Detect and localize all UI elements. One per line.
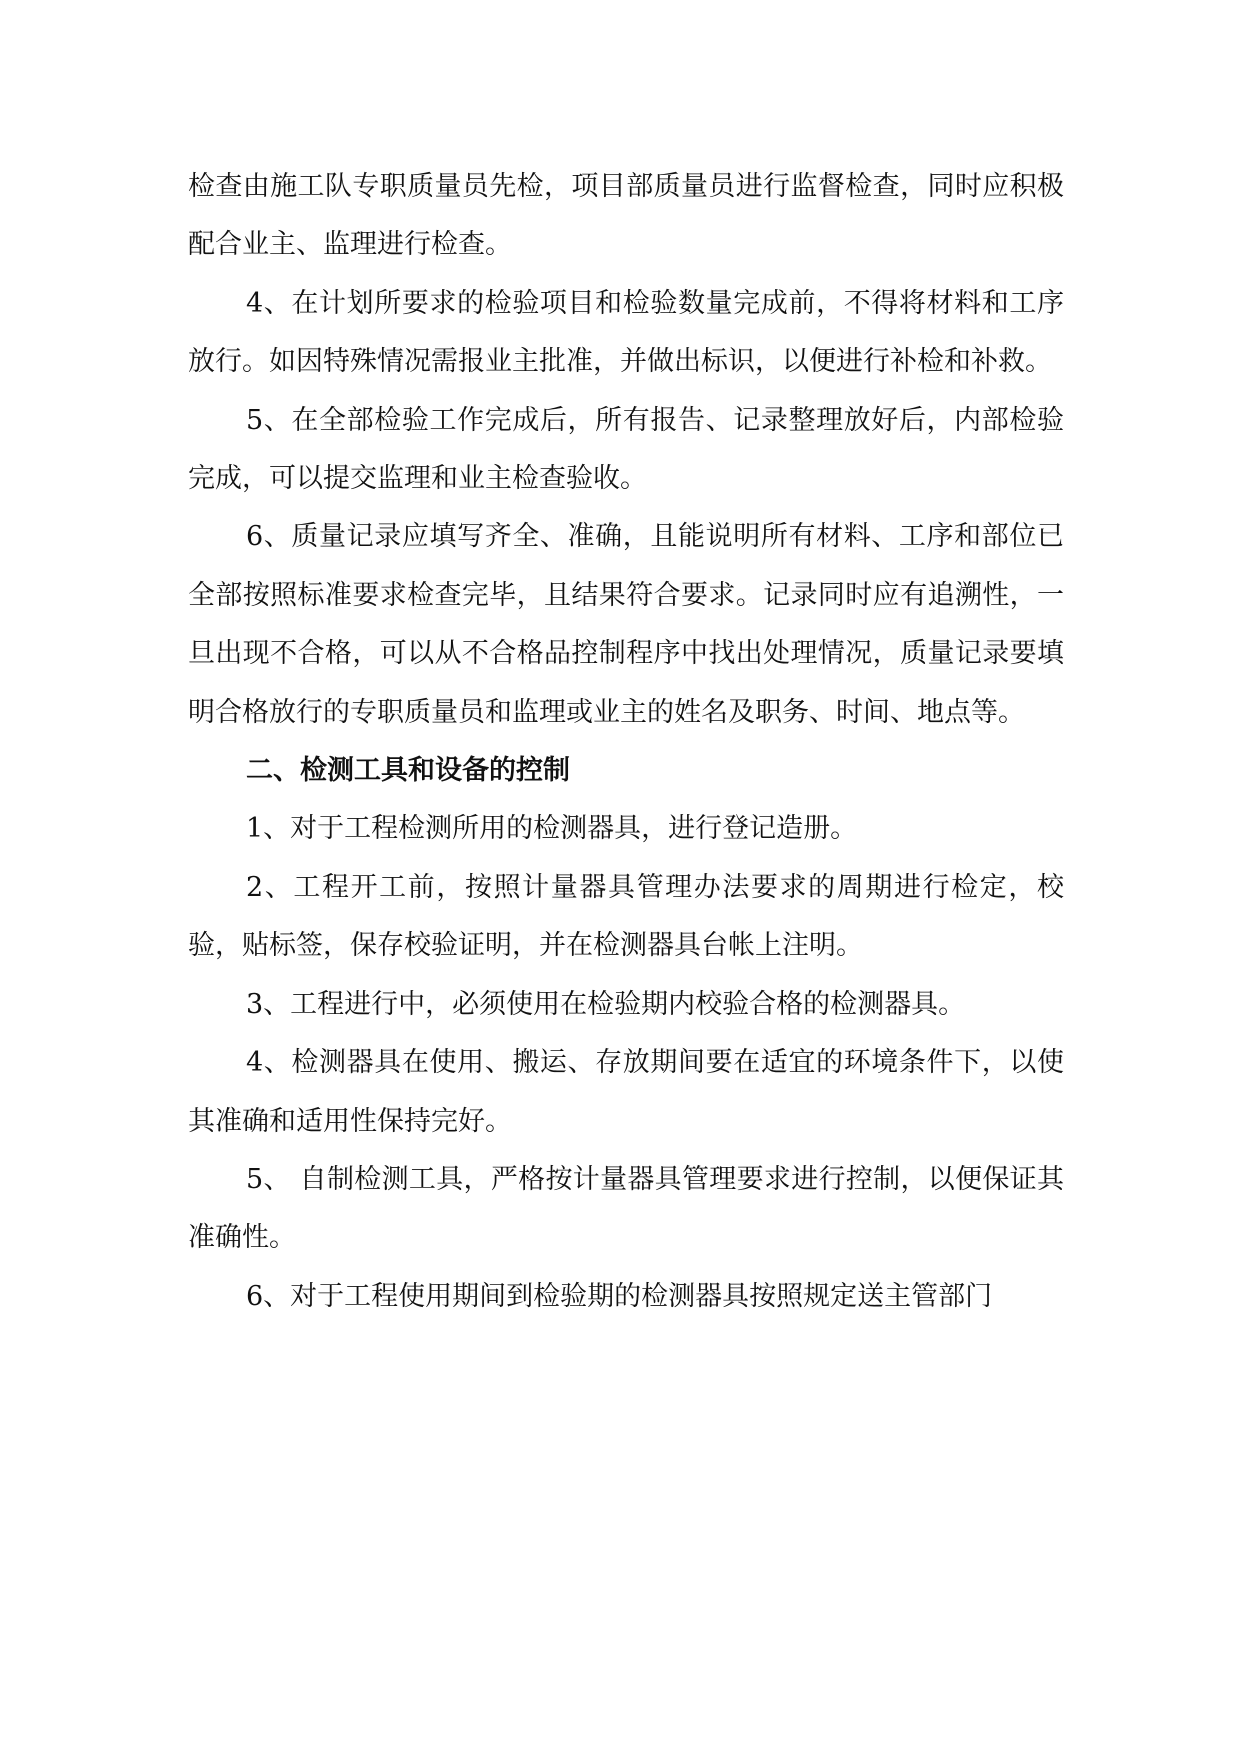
paragraph-item-4-environment: 4、检测器具在使用、搬运、存放期间要在适宜的环境条件下，以使其准确和适用性保持完好。 — [188, 1047, 1064, 1137]
paragraph-item-6-quality-records: 6、质量记录应填写齐全、准确，且能说明所有材料、工序和部位已全部按照标准要求检查完毕，且结果符合要求。记录同时应有追溯性，一旦出现不合格，可以从不合格品控制程序中找出处理情况，质量记录要填明合格放行的专职质量员和监理或业主的姓名及职务、时间、地点等。 — [188, 521, 1064, 728]
section-heading-instrument-control: 二、检测工具和设备的控制 — [246, 755, 570, 787]
paragraph-item-1-registration: 1、对于工程检测所用的检测器具，进行登记造册。 — [246, 813, 858, 845]
paragraph-item-4-release: 4、在计划所要求的检验项目和检验数量完成前，不得将材料和工序放行。如因特殊情况需报业主批准，并做出标识，以便进行补检和补救。 — [188, 287, 1064, 378]
paragraph-item-2-calibration: 2、工程开工前，按照计量器具管理办法要求的周期进行检定，校验，贴标签，保存校验证明，并在检测器具台帐上注明。 — [188, 871, 1064, 962]
paragraph-item-6-expired-instruments: 6、对于工程使用期间到检验期的检测器具按照规定送主管部门 — [246, 1280, 993, 1312]
paragraph-continued-inspection: 检查由施工队专职质量员先检，项目部质量员进行监督检查，同时应积极配合业主、监理进行检查。 — [188, 171, 1064, 261]
document-page — [188, 158, 1064, 1326]
paragraph-item-5-acceptance: 5、在全部检验工作完成后，所有报告、记录整理放好后，内部检验完成，可以提交监理和业主检查验收。 — [188, 404, 1064, 495]
paragraph-item-5-self-made-tools: 5、 自制检测工具，严格按计量器具管理要求进行控制，以便保证其准确性。 — [188, 1163, 1064, 1254]
paragraph-item-3-valid-instruments: 3、工程进行中，必须使用在检验期内校验合格的检测器具。 — [246, 988, 966, 1020]
